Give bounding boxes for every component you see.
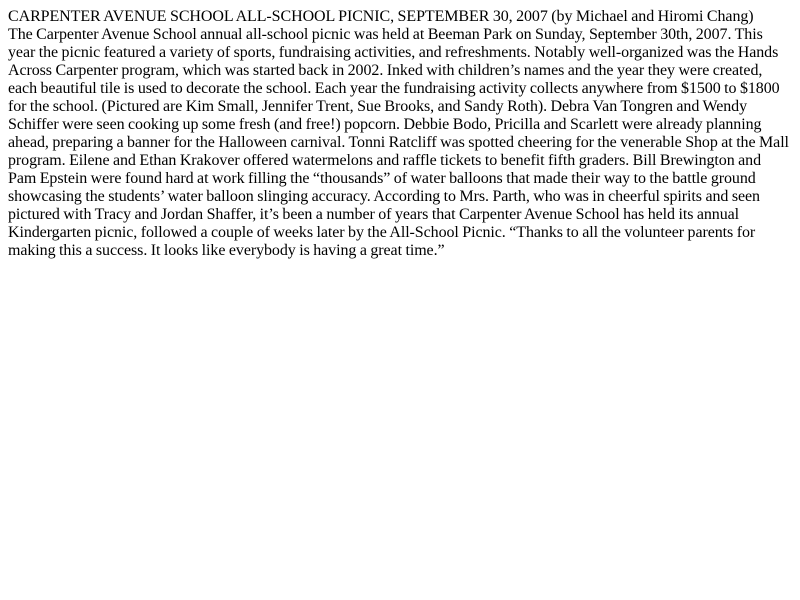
article-text	[8, 8, 792, 260]
article-body: The Carpenter Avenue School annual all-school picnic was held at Beeman Park on Sunday, September 30th, 2007. This year the picnic featured a variety of sports, fundraising activities, and refreshments. Notably well-organized was the Hands Across Carpenter program, which was started back in 2002. Inked with children’s names and the year they were created, each beautiful tile is used to decorate the school. Each year the fundraising activity collects anywhere from $1500 to $1800 for the school. (Pictured are Kim Small, Jennifer Trent, Sue Brooks, and Sandy Roth). Debra Van Tongren and Wendy Schiffer were seen cooking up some fresh (and free!) popcorn. Debbie Bodo, Pricilla and Scarlett were already planning ahead, preparing a banner for the Halloween carnival. Tonni Ratcliff was spotted cheering for the venerable Shop at the Mall program. Eilene and Ethan Krakover offered watermelons and raffle tickets to benefit fifth graders. Bill Brewington and Pam Epstein were found hard at work filling the “thousands” of water balloons that made their way to the battle ground showcasing the students’ water balloon slinging accuracy. According to Mrs. Parth, who was in cheerful spirits and seen pictured with Tracy and Jordan Shaffer, it’s been a number of years that Carpenter Avenue School has held its annual Kindergarten picnic, followed a couple of weeks later by the All-School Picnic. “Thanks to all the volunteer parents for making this a success. It looks like everybody is having a great time.”	[8, 26, 789, 259]
article-headline: CARPENTER AVENUE SCHOOL ALL-SCHOOL PICNIC, SEPTEMBER 30, 2007 (by Michael and Hiromi Chang)	[8, 8, 754, 25]
page	[0, 0, 800, 260]
